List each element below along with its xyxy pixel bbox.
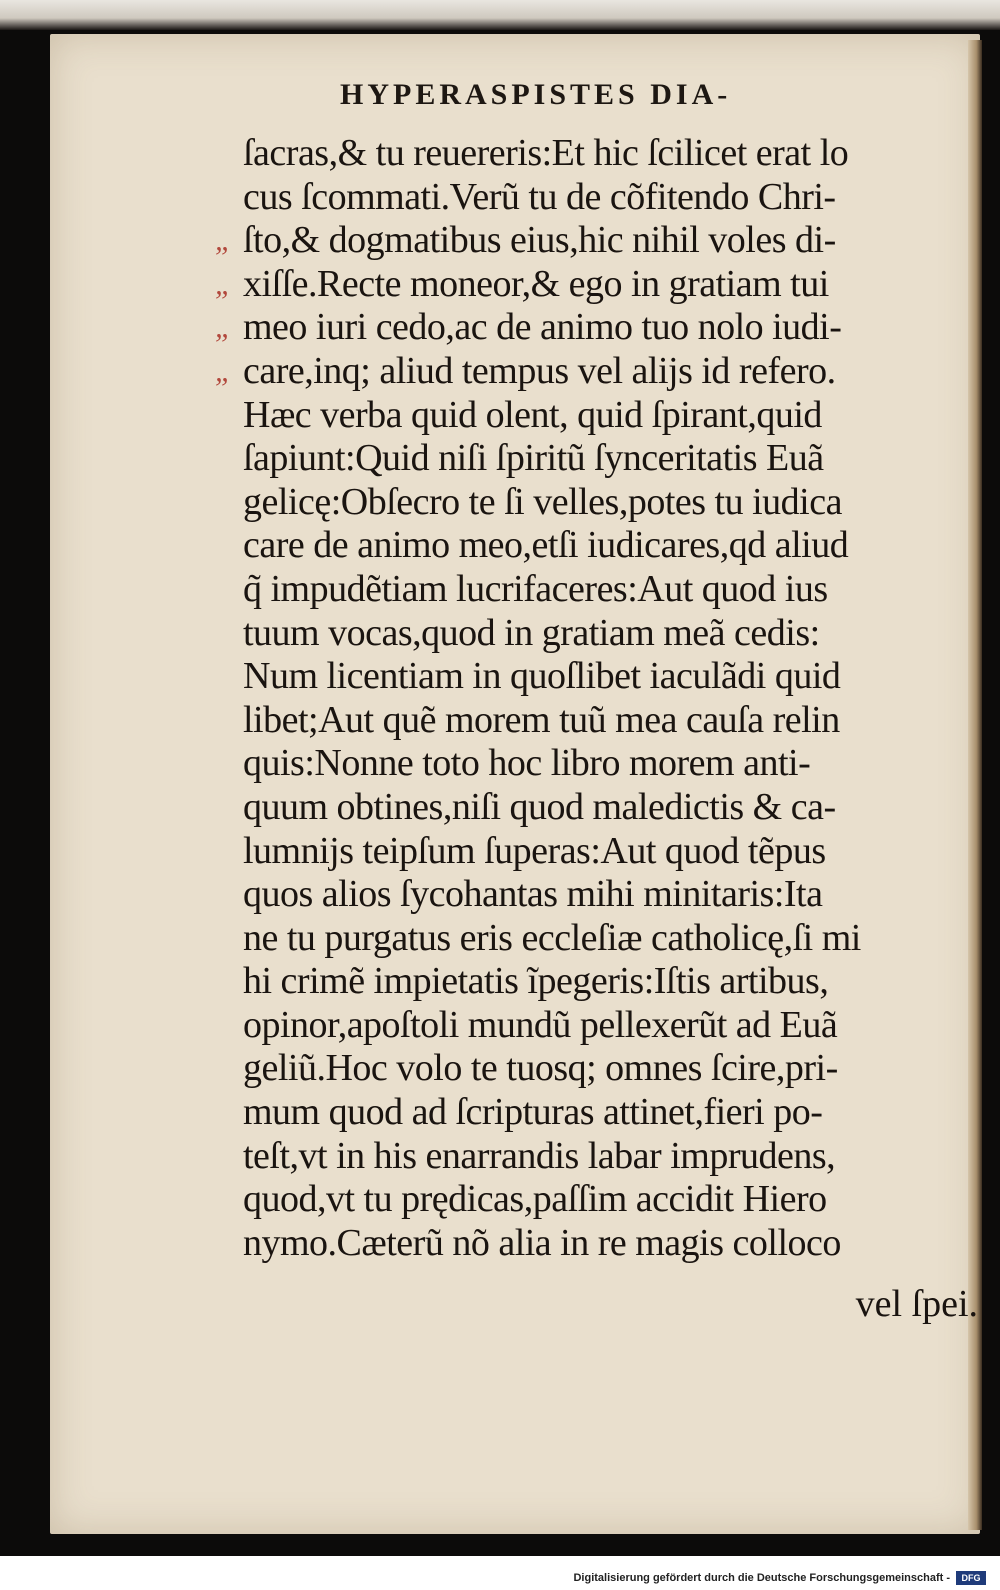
text-line bbox=[243, 481, 943, 525]
text-line bbox=[215, 219, 943, 263]
line-text: ne tu purgatus eris eccleſiæ catholicę,ſi mi bbox=[243, 916, 861, 959]
line-text: ſto,& dogmatibus eius,hic nihil voles di- bbox=[243, 219, 836, 262]
line-text: gelicę:Obſecro te ſi velles,potes tu iudica bbox=[243, 480, 842, 523]
scan-top-edge bbox=[0, 0, 1000, 30]
text-line bbox=[243, 1178, 943, 1222]
text-block bbox=[215, 132, 943, 1265]
footer-credit: Digitalisierung gefördert durch die Deutsche Forschungsgemeinschaft - bbox=[573, 1572, 950, 1584]
text-line bbox=[243, 917, 943, 961]
text-line bbox=[243, 1004, 943, 1048]
line-text: opinor,apoſtoli mundũ pellexerũt ad Euã bbox=[243, 1003, 838, 1046]
line-text: quos alios ſycohantas mihi minitaris:Ita bbox=[243, 873, 823, 916]
line-text: cus ſcommati.Verũ tu de cõfitendo Chri- bbox=[243, 175, 836, 218]
text-line bbox=[215, 262, 943, 307]
line-text: hi crimẽ impietatis ĩpegeris:Iſtis artibus, bbox=[243, 960, 829, 1003]
text-line bbox=[243, 568, 943, 612]
catchword: vel ſpei. bbox=[855, 1283, 978, 1325]
text-line bbox=[243, 612, 943, 656]
text-line bbox=[243, 960, 943, 1004]
margin-quote-mark: „ bbox=[215, 267, 232, 301]
margin-quote-mark: „ bbox=[215, 354, 232, 388]
line-text: mum quod ad ſcripturas attinet,fieri po- bbox=[243, 1091, 823, 1134]
line-text: nymo.Cæterũ nõ alia in re magis colloco bbox=[243, 1221, 841, 1264]
line-text: teſt,vt in his enarrandis labar imprudens, bbox=[243, 1134, 836, 1177]
text-line bbox=[243, 699, 943, 743]
text-line bbox=[243, 1047, 943, 1091]
line-text: quum obtines,niſi quod maledictis & ca- bbox=[243, 785, 836, 828]
text-line bbox=[243, 437, 943, 481]
text-line bbox=[243, 1222, 943, 1266]
line-text: care,inq; aliud tempus vel alijs id refero. bbox=[243, 349, 836, 392]
text-line bbox=[215, 349, 943, 394]
text-line bbox=[243, 655, 943, 699]
text-line bbox=[243, 1135, 943, 1179]
line-text: geliũ.Hoc volo te tuosq; omnes ſcire,pri- bbox=[243, 1047, 838, 1090]
text-line bbox=[243, 1091, 943, 1135]
text-line bbox=[243, 132, 943, 176]
line-text: ſacras,& tu reuereris:Et hic ſcilicet erat lo bbox=[243, 132, 849, 174]
line-text: q̃ impudẽtiam lucrifaceres:Aut quod ius bbox=[243, 567, 828, 610]
text-line bbox=[243, 873, 943, 917]
line-text: tuum vocas,quod in gratiam meã cedis: bbox=[243, 611, 820, 654]
line-text: quis:Nonne toto hoc libro morem anti- bbox=[243, 742, 811, 785]
dfg-logo: DFG bbox=[956, 1571, 986, 1585]
text-line bbox=[243, 176, 943, 220]
line-text: lumnijs teipſum ſuperas:Aut quod tẽpus bbox=[243, 829, 826, 872]
line-text: ſapiunt:Quid niſi ſpiritũ ſynceritatis Euã bbox=[243, 437, 824, 480]
line-text: Hæc verba quid olent, quid ſpirant,quid bbox=[243, 393, 822, 436]
text-line bbox=[243, 524, 943, 568]
line-text: libet;Aut quẽ morem tuũ mea cauſa relin bbox=[243, 698, 840, 741]
margin-quote-mark: „ bbox=[215, 311, 232, 345]
line-text: care de animo meo,etſi iudicares,qd aliud bbox=[243, 524, 849, 567]
text-line bbox=[243, 742, 943, 786]
text-line bbox=[243, 830, 943, 874]
line-text: meo iuri cedo,ac de animo tuo nolo iudi- bbox=[243, 306, 842, 349]
line-text: Num licentiam in quoſlibet iaculãdi quid bbox=[243, 655, 841, 698]
text-line bbox=[243, 394, 943, 438]
margin-quote-mark: „ bbox=[215, 224, 232, 258]
text-line bbox=[243, 786, 943, 830]
running-head: HYPERASPISTES DIA- bbox=[340, 78, 732, 111]
text-line bbox=[215, 306, 943, 350]
line-text: xiſſe.Recte moneor,& ego in gratiam tui bbox=[243, 262, 829, 305]
line-text: quod,vt tu prędicas,paſſim accidit Hiero bbox=[243, 1178, 827, 1221]
